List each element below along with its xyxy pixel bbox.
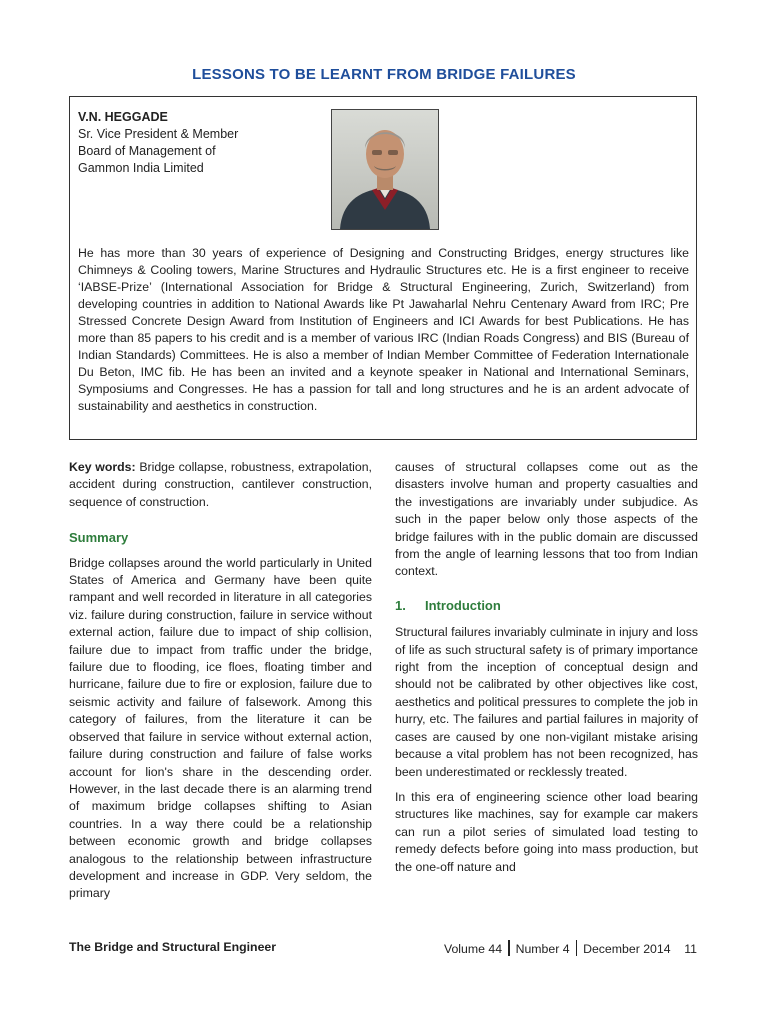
author-title-line: Board of Management of: [78, 144, 216, 158]
author-bio-text: He has more than 30 years of experience of Designing and Constructing Bridges, energy structures like Chimneys & Cooling towers, Marine Structures and Hydraulic Structures etc. He is a first engineer to receive ‘IABSE-Prize’ (International Association for Bridge & Structural Engineering, Zurich, Switzerland) from developing countries in addition to National Awards like Pt Jawaharlal Nehru Centenary Award from IRC; Pre Stressed Concrete Design Award from Institution of Engineers and ICI Awards for best Publications. He has more than 85 papers to his credit and is a member of various IRC (Indian Roads Congress) and BIS (Bureau of Indian Standards) Committees. He is also a member of Indian Member Committee of Federation Internationale Du Beton, IMC fib. He has been an invited and a keynote speaker in National and International Seminars, Symposiums and Congresses. He has a passion for tall and long structures and he is an ardent advocate of sustainability and aesthetics in construction.: [78, 246, 689, 413]
issue-number: Number 4: [515, 942, 570, 956]
section-number: 1.: [395, 597, 406, 613]
keywords-paragraph: [69, 459, 372, 511]
keywords-label: Key words:: [69, 460, 136, 474]
section-title: Introduction: [425, 597, 501, 613]
summary-text: Bridge collapses around the world particularly in United States of America and Germany have been quite rampant and well recorded in literature in all categories viz. failure during construction, failure in service without external action, failure due to impact of ship collision, failure due to impact from traffic under the bridge, failure due to flooding, ice floes, floating timber and hurricane, failure due to fire or explosion, failure due to seismic activity and failure of falsework. Among this category of failures, from the literature it can be observed that failure in service without external action, failure during construction and failure of false works account for lion's share in the descending order. However, in the last decade there is an alarming trend of maximum bridge collapses shifting to Asian countries. In a way there could be a relationship between economic growth and bridge collapses analogous to the relationship between infrastructure development and increase in GDP. Very seldom, the primary: [69, 555, 372, 901]
author-photo: [331, 109, 439, 230]
right-column: [395, 459, 698, 884]
author-title-line: Sr. Vice President & Member: [78, 127, 239, 141]
summary-heading: Summary: [69, 530, 129, 546]
page-number: 11: [684, 942, 697, 956]
page-title: LESSONS TO BE LEARNT FROM BRIDGE FAILURES: [192, 66, 576, 83]
author-bio-box: [69, 96, 697, 440]
journal-name: The Bridge and Structural Engineer: [69, 940, 277, 954]
author-name: V.N. HEGGADE: [78, 110, 168, 124]
issue-date: December 2014: [583, 942, 671, 956]
page-footer: [69, 940, 697, 958]
keywords-text: Bridge collapse, robustness, extrapolation, accident during construction, cantilever construction, sequence of construction.: [69, 460, 372, 509]
summary-continued-text: causes of structural collapses come out as the disasters involve human and property casualties and the investigations are invariably under subjudice. As such in the paper below only those aspects of the bridge failures with in the public domain are discussed from the angle of learning lessons that too from Indian context.: [395, 460, 698, 579]
introduction-paragraph: In this era of engineering science other load bearing structures like machines, say for example car makers can run a pilot series of simulated load testing to remedy defects before going into mass production, but the one-off nature and: [395, 789, 698, 874]
introduction-paragraph: Structural failures invariably culminate in injury and loss of life as such structural safety is of primary importance right from the inception of conceptual design and should not be calibrated by other objectives like cost, aesthetics and political pressures to complete the job in hurry, etc. The failures and partial failures in majority of cases are caused by one non-vigilant mistake arising because a vital problem has not been recognized, has been underestimated or recklessly treated.: [395, 625, 698, 779]
author-block: [78, 109, 238, 177]
author-portrait-image: [332, 110, 438, 229]
author-company: Gammon India Limited: [78, 161, 204, 175]
left-column: [69, 459, 372, 911]
separator: [576, 940, 578, 956]
issue-info: [444, 940, 697, 956]
introduction-heading: [395, 597, 698, 614]
volume: Volume 44: [443, 942, 503, 956]
separator: [508, 940, 510, 956]
